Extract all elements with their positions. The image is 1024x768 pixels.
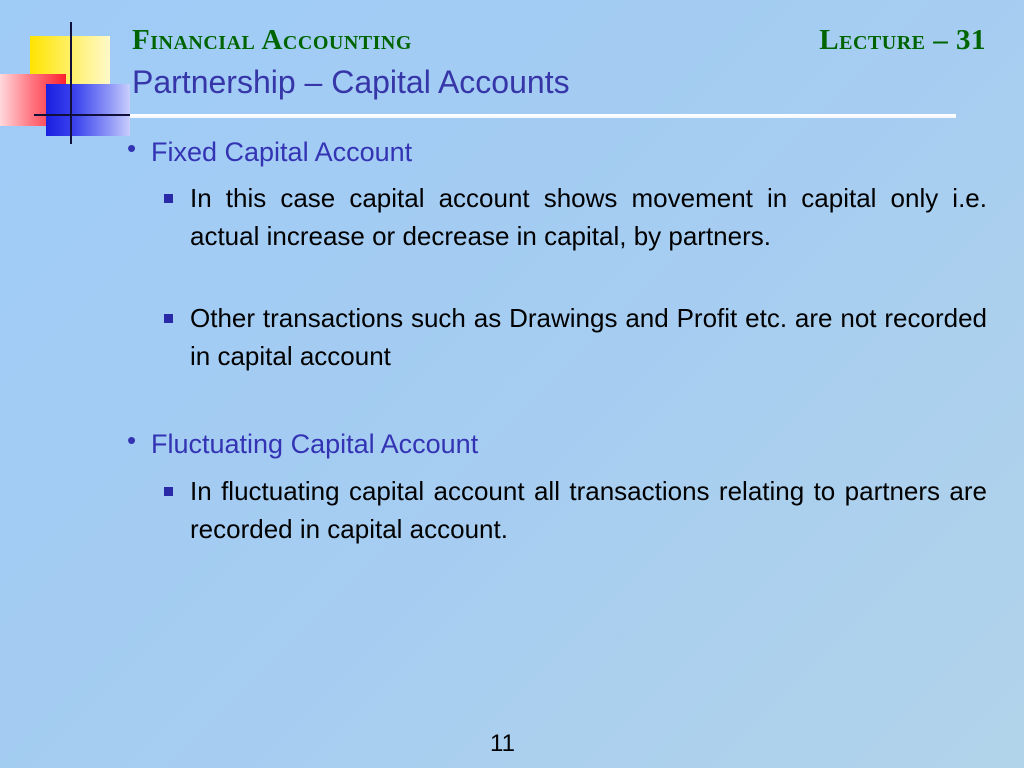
lecture-header: Lecture – 31 — [819, 24, 986, 56]
vertical-line — [70, 22, 72, 144]
colored-blocks-logo-icon — [0, 0, 140, 150]
horizontal-line — [34, 114, 134, 116]
section-heading-fixed — [127, 133, 413, 168]
list-item — [190, 472, 987, 548]
list-item-text: Other transactions such as Drawings and Profit etc. are not recorded in capital account — [190, 303, 987, 371]
blue-block — [46, 84, 130, 136]
title-divider — [130, 114, 956, 118]
section-heading-text: Fluctuating Capital Account — [151, 429, 479, 459]
slide-title: Partnership – Capital Accounts — [132, 64, 570, 100]
square-bullet-icon — [164, 194, 173, 203]
list-item-text: In fluctuating capital account all transactions relating to partners are recorded in capital account. — [190, 476, 987, 544]
course-header: Financial Accounting — [132, 24, 412, 56]
section-heading-fluctuating — [127, 425, 479, 460]
list-item — [190, 299, 987, 375]
list-item — [190, 179, 987, 255]
page-number: 11 — [490, 730, 515, 757]
round-bullet-icon: • — [127, 133, 137, 163]
square-bullet-icon — [164, 314, 173, 323]
square-bullet-icon — [164, 487, 173, 496]
list-item-text: In this case capital account shows movement in capital only i.e. actual increase or decrease in capital, by partners. — [190, 183, 987, 251]
section-heading-text: Fixed Capital Account — [151, 137, 413, 167]
round-bullet-icon: • — [127, 425, 137, 455]
